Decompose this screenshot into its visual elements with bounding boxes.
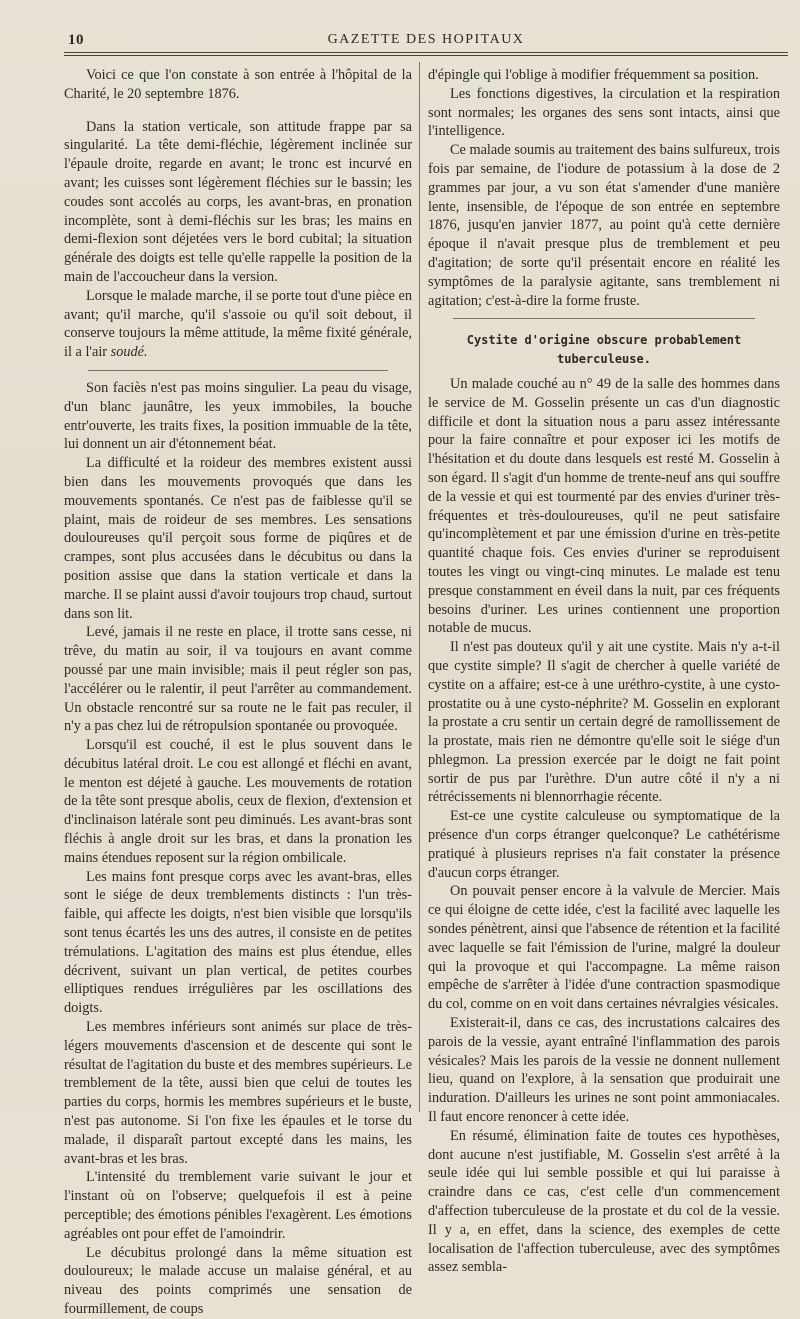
paragraph: Le décubitus prolongé dans la même situation est douloureux; le malade accuse un malaise général, et au niveau des points comprimés une sensation de fourmillement, de coups xyxy=(64,1244,412,1317)
paragraph: Les membres inférieurs sont animés sur place de très-légers mouvements d'ascension et de descente qui sont le résultat de l'agitation du buste et des membres supérieurs. Le tremblement de la tête, aussi bien que celui de toutes les parties du corps, hormis les membres supérieurs et le buste, n'est pas autonome. Si l'on fixe les épaules et le torse du malade, il disparaît partout excepté dans les mains, les avant-bras et les bras. xyxy=(64,1019,412,1167)
section-divider xyxy=(453,318,756,319)
header-rule-double xyxy=(64,55,788,56)
header-rule xyxy=(64,52,788,53)
paragraph: Est-ce une cystite calculeuse ou symptomatique de la présence d'un corps étranger quelconque? Le cathétérisme pratiqué à plusieurs reprises n'a fait constater la présence d'aucun corps étranger. xyxy=(428,808,780,881)
paragraph: Un malade couché au n° 49 de la salle des hommes dans le service de M. Gosselin présente un cas d'un diagnostic difficile et dont la situation nous a paru assez intéressante pour la faire connaître et pour exposer ici les motifs de l'hésitation et du doute dans lesquels est resté M. Gosselin à son égard. Il s'agit d'un homme de trente-neuf ans qui souffre de la vessie et qui est tourmenté par des envies d'uriner très-fréquentes et très-douloureuses, qu'il ne peut satisfaire qu'incomplètement et par une émission d'urine en très-petite quantité chaque fois. Ces envies d'uriner se reproduisent toutes les vingt ou vingt-cinq minutes. Le malade est tenu presque constamment en éveil dans la nuit, par ces fréquents besoins d'uriner. Les urines contiennent une proportion notable de mucus. xyxy=(428,375,780,637)
page-header xyxy=(64,28,788,50)
paragraph: Son faciès n'est pas moins singulier. La peau du visage, d'un blanc jaunâtre, les yeux immobiles, la bouche entr'ouverte, les traits fixes, la position immuable de la tête, lui donnent un air d'étonnement béat. xyxy=(64,379,412,453)
paragraph: Lorsqu'il est couché, il est le plus souvent dans le décubitus latéral droit. Le cou est allongé et fléchi en avant, le menton est déjeté à gauche. Les mouvements de rotation de la tête sont presque abolis, ceux de flexion, d'extension et d'inclinaison latérale sont peu diminués. Les avant-bras sont fléchis à angle droit sur les bras, et dans la pronation les mains étendues reposent sur la région ombilicale. xyxy=(64,737,412,866)
paragraph: Les fonctions digestives, la circulation et la respiration sont normales; les organes des sens sont intacts, ainsi que l'intelligence. xyxy=(428,85,780,140)
paragraph: d'épingle qui l'oblige à modifier fréquemment sa position. xyxy=(428,67,759,83)
journal-title: GAZETTE DES HOPITAUX xyxy=(327,32,525,47)
section-heading: Cystite d'origine obscure probablement tuberculeuse. xyxy=(466,333,742,367)
paragraph: En résumé, élimination faite de toutes ces hypothèses, dont aucune n'est justifiable, M. Gosselin s'est arrêté à la seule idée qui lui semble possible et qui lui paraisse à craindre dans ce cas, c'est celle d'un commencement d'affection tuberculeuse de la prostate et du col de la vessie. Il y a, en effet, dans la science, des exemples de cette localisation de l'affection tuberculeuse, avec des symptômes assez sembla- xyxy=(428,1127,780,1276)
paragraph: Il n'est pas douteux qu'il y ait une cystite. Mais n'y a-t-il que cystite simple? Il s'agit de chercher à quelle variété de cystite on a affaire; est-ce à une uréthro-cystite, à une cysto-prostatite ou à une cysto-néphrite? M. Gosselin en explorant la prostate a cru sentir un certain degré de ramollissement de la prostate, mais rien ne démontre qu'elle soit le siége d'un phlegmon. La pression exercée par le doigt ne fait point sortir de pus par l'urèthre. D'un autre côté il n'y a ni rétrécissements ni blennorrhagie récente. xyxy=(428,639,780,806)
paragraph: Les mains font presque corps avec les avant-bras, elles sont le siége de deux tremblements distincts : l'un très-faible, qui affecte les doigts, n'est bien visible que lorsqu'ils sont tenus écartés les uns des autres, il consiste en de petites trémulations. L'agitation des mains est plus étendue, elles décrivent, suivant un plan vertical, de petites courbes elliptiques rendues irrégulières par les oscillations des doigts. xyxy=(64,868,412,1017)
paragraph: Levé, jamais il ne reste en place, il trotte sans cesse, ni trêve, du matin au soir, il va toujours en avant comme poussé par une main invisible; mais il peut régler son pas, l'accélérer ou le ralentir, il peut l'arrêter au commandement. Un obstacle rencontré sur sa route ne le fait pas reculer, il n'y a pas chez lui de rétropulsion spontanée ou provoquée. xyxy=(64,624,412,735)
column-divider xyxy=(419,62,420,1112)
paragraph: La difficulté et la roideur des membres existent aussi bien dans les mouvements provoqués que dans les mouvements spontanés. Ce n'est pas de faiblesse qu'il se plaint, mais de roideur de ses membres. Les sensations douloureuses qu'il perçoit sous forme de piqûres et de crampes, sont plus accusées dans le décubitus ou dans la position assise que dans la station verticale et dans la marche. Il se plaint aussi d'avoir toujours trop chaud, surtout dans son lit. xyxy=(64,455,412,622)
paragraph xyxy=(64,287,412,362)
section-divider xyxy=(88,370,387,371)
paragraph: Dans la station verticale, son attitude frappe par sa singularité. La tête demi-fléchie, légèrement inclinée sur l'épaule droite, regarde en avant; le tronc est incurvé en avant; les cuisses sont légèrement fléchies sur le bassin; les coudes sont accolés au corps, les avant-bras, en pronation incomplète, sont à demi-fléchis sur les bras; les mains en demi-flexion sont déjetées vers le bord cubital; la situation générale des doigts est telle qu'elle rappelle la position de la main de l'accoucheur dans la version. xyxy=(64,118,412,285)
paragraph: Ce malade soumis au traitement des bains sulfureux, trois fois par semaine, de l'iodure de potassium à la dose de 2 grammes par jour, a vu son état s'amender d'une manière lente, insensible, de l'époque de son entrée en septembre 1876, jusqu'en janvier 1877, au point qu'à cette dernière époque il n'avait presque plus de tremblement et peu d'agitation; de sorte qu'il présentait encore en réalité les symptômes de la paralysie agitante, sans tremblement ni agitation; c'est-à-dire la forme fruste. xyxy=(428,142,780,309)
paragraph-text: Lorsque le malade marche, il se porte tout d'une pièce en avant; qu'il marche, qu'il s'assoie ou qu'il soit debout, il conserve toujours la même attitude, la même fixité générale, il a l'air xyxy=(64,287,412,361)
right-column xyxy=(428,66,780,1277)
paragraph: L'intensité du tremblement varie suivant le jour et l'instant où on l'observe; quelquefois il est à peine perceptible; des émotions pénibles l'exagèrent. Les émotions agréables ont pour effet de l'amoindrir. xyxy=(64,1169,412,1242)
page-number: 10 xyxy=(68,32,84,48)
paragraph: On pouvait penser encore à la valvule de Mercier. Mais ce qui éloigne de cette idée, c'est la facilité avec laquelle les sondes pénètrent, ainsi que l'absence de rétention et la facilité avec laquelle se fait l'émission de l'urine, malgré la douleur qui la provoque et qui l'accompagne. La même raison empêche de s'arrêter à l'idée d'une contraction spasmodique du col, comme on en voit dans certaines névralgies vésicales. xyxy=(428,883,780,1013)
italic-word: soudé. xyxy=(110,344,148,361)
left-column xyxy=(64,66,412,1319)
paragraph: Voici ce que l'on constate à son entrée à l'hôpital de la Charité, le 20 septembre 1876. xyxy=(64,67,412,102)
paragraph: Existerait-il, dans ce cas, des incrustations calcaires des parois de la vessie, ayant entraîné l'inflammation des parois vésicales? Mais les parois de la vessie ne donnent nullement lieu, quand on l'explore, à la sensation que produirait une induration. D'ailleurs les urines ne sont point ammoniacales. Il faut encore renoncer à cette idée. xyxy=(428,1015,780,1126)
